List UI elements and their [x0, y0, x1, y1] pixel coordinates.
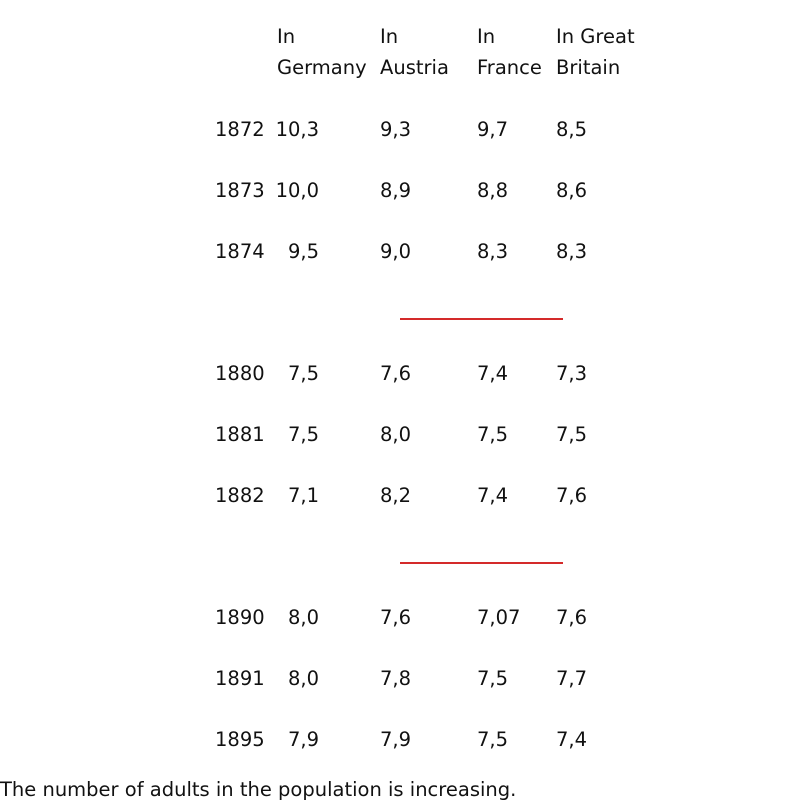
france-cell: 7,07	[477, 606, 521, 629]
germany-cell: 8,0	[287, 606, 319, 629]
britain-cell: 7,6	[556, 606, 588, 629]
france-cell: 7,5	[477, 728, 509, 751]
year-cell: 1880	[215, 362, 265, 385]
britain-cell: 7,4	[556, 728, 588, 751]
cut-off-paragraph: The number of adults in the population is increasing.	[0, 778, 517, 801]
header-austria: In Austria	[380, 25, 449, 79]
header-france: In France	[477, 25, 542, 79]
germany-cell: 7,5	[287, 423, 319, 446]
austria-cell: 7,8	[380, 667, 412, 690]
year-cell: 1873	[215, 179, 265, 202]
year-cell: 1882	[215, 484, 265, 507]
austria-cell: 8,9	[380, 179, 412, 202]
germany-cell: 7,5	[287, 362, 319, 385]
germany-cell: 10,0	[275, 179, 319, 202]
france-cell: 7,5	[477, 423, 509, 446]
germany-cell: 8,0	[287, 667, 319, 690]
austria-cell: 7,6	[380, 362, 412, 385]
britain-cell: 7,3	[556, 362, 588, 385]
section-divider	[400, 318, 563, 320]
year-cell: 1872	[215, 118, 265, 141]
france-cell: 8,8	[477, 179, 509, 202]
france-cell: 8,3	[477, 240, 509, 263]
year-cell: 1890	[215, 606, 265, 629]
britain-cell: 7,5	[556, 423, 588, 446]
austria-cell: 8,0	[380, 423, 412, 446]
france-cell: 7,4	[477, 484, 509, 507]
austria-cell: 7,9	[380, 728, 412, 751]
germany-cell: 7,1	[287, 484, 319, 507]
france-cell: 7,5	[477, 667, 509, 690]
britain-cell: 8,5	[556, 118, 588, 141]
austria-cell: 8,2	[380, 484, 412, 507]
year-cell: 1891	[215, 667, 265, 690]
year-cell: 1874	[215, 240, 265, 263]
austria-cell: 9,0	[380, 240, 412, 263]
britain-cell: 7,6	[556, 484, 588, 507]
austria-cell: 7,6	[380, 606, 412, 629]
germany-cell: 7,9	[287, 728, 319, 751]
section-divider	[400, 562, 563, 564]
germany-cell: 10,3	[275, 118, 319, 141]
header-germany: In Germany	[277, 25, 367, 79]
header-britain: In Great Britain	[556, 25, 635, 79]
year-cell: 1881	[215, 423, 265, 446]
germany-cell: 9,5	[287, 240, 319, 263]
britain-cell: 8,6	[556, 179, 588, 202]
france-cell: 9,7	[477, 118, 509, 141]
year-cell: 1895	[215, 728, 265, 751]
britain-cell: 8,3	[556, 240, 588, 263]
austria-cell: 9,3	[380, 118, 412, 141]
britain-cell: 7,7	[556, 667, 588, 690]
france-cell: 7,4	[477, 362, 509, 385]
